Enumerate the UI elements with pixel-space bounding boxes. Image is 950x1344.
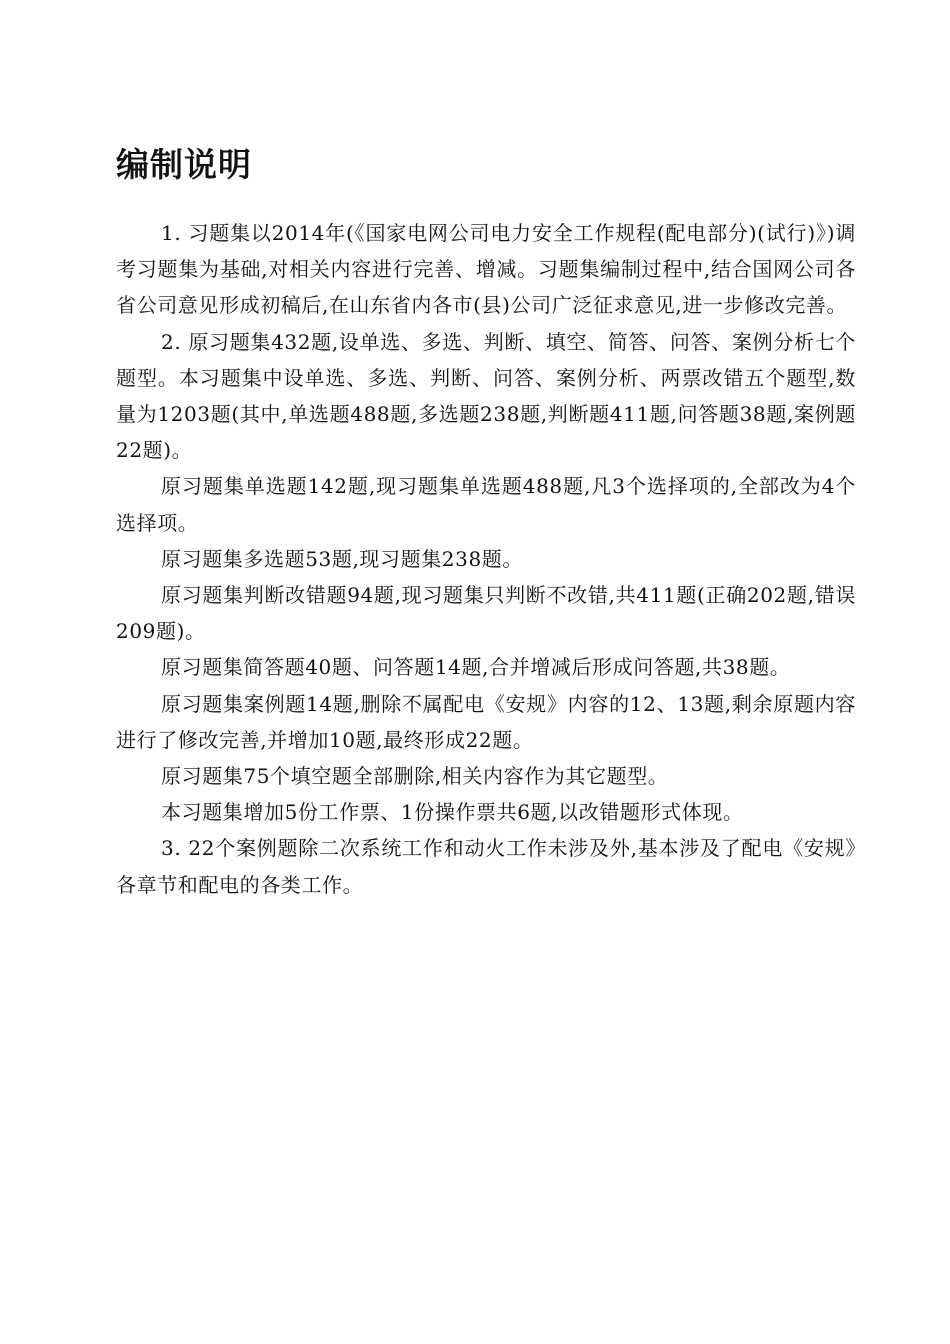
document-title: 编制说明 [116, 145, 252, 184]
paragraph-3: 原习题集单选题142题,现习题集单选题488题,凡3个选择项的,全部改为4个选择项。 [116, 474, 856, 535]
paragraph-8: 原习题集75个填空题全部删除,相关内容作为其它题型。 [161, 764, 669, 789]
paragraph-1: 1. 习题集以2014年(《国家电网公司电力安全工作规程(配电部分)(试行)》)调考习题集为基础,对相关内容进行完善、增减。习题集编制过程中,结合国网公司各省公司意见形成初稿后,在山东省内各市(县)公司广泛征求意见,进一步修改完善。 [116, 221, 856, 318]
paragraph-10: 3. 22个案例题除二次系统工作和动火工作未涉及外,基本涉及了配电《安规》各章节和配电的各类工作。 [116, 836, 856, 897]
paragraph-5: 原习题集判断改错题94题,现习题集只判断不改错,共411题(正确202题,错误209题)。 [116, 583, 856, 644]
paragraph-7: 原习题集案例题14题,删除不属配电《安规》内容的12、13题,剩余原题内容进行了修改完善,并增加10题,最终形成22题。 [116, 691, 856, 752]
paragraph-6: 原习题集简答题40题、问答题14题,合并增减后形成问答题,共38题。 [161, 655, 791, 680]
document-body [116, 215, 856, 903]
paragraph-9: 本习题集增加5份工作票、1份操作票共6题,以改错题形式体现。 [161, 800, 744, 825]
paragraph-4: 原习题集多选题53题,现习题集238题。 [161, 546, 523, 571]
paragraph-2: 2. 原习题集432题,设单选、多选、判断、填空、简答、问答、案例分析七个题型。本习题集中设单选、多选、判断、问答、案例分析、两票改错五个题型,数量为1203题(其中,单选题488题,多选题238题,判断题411题,问答题38题,案例题22题)。 [116, 329, 856, 463]
